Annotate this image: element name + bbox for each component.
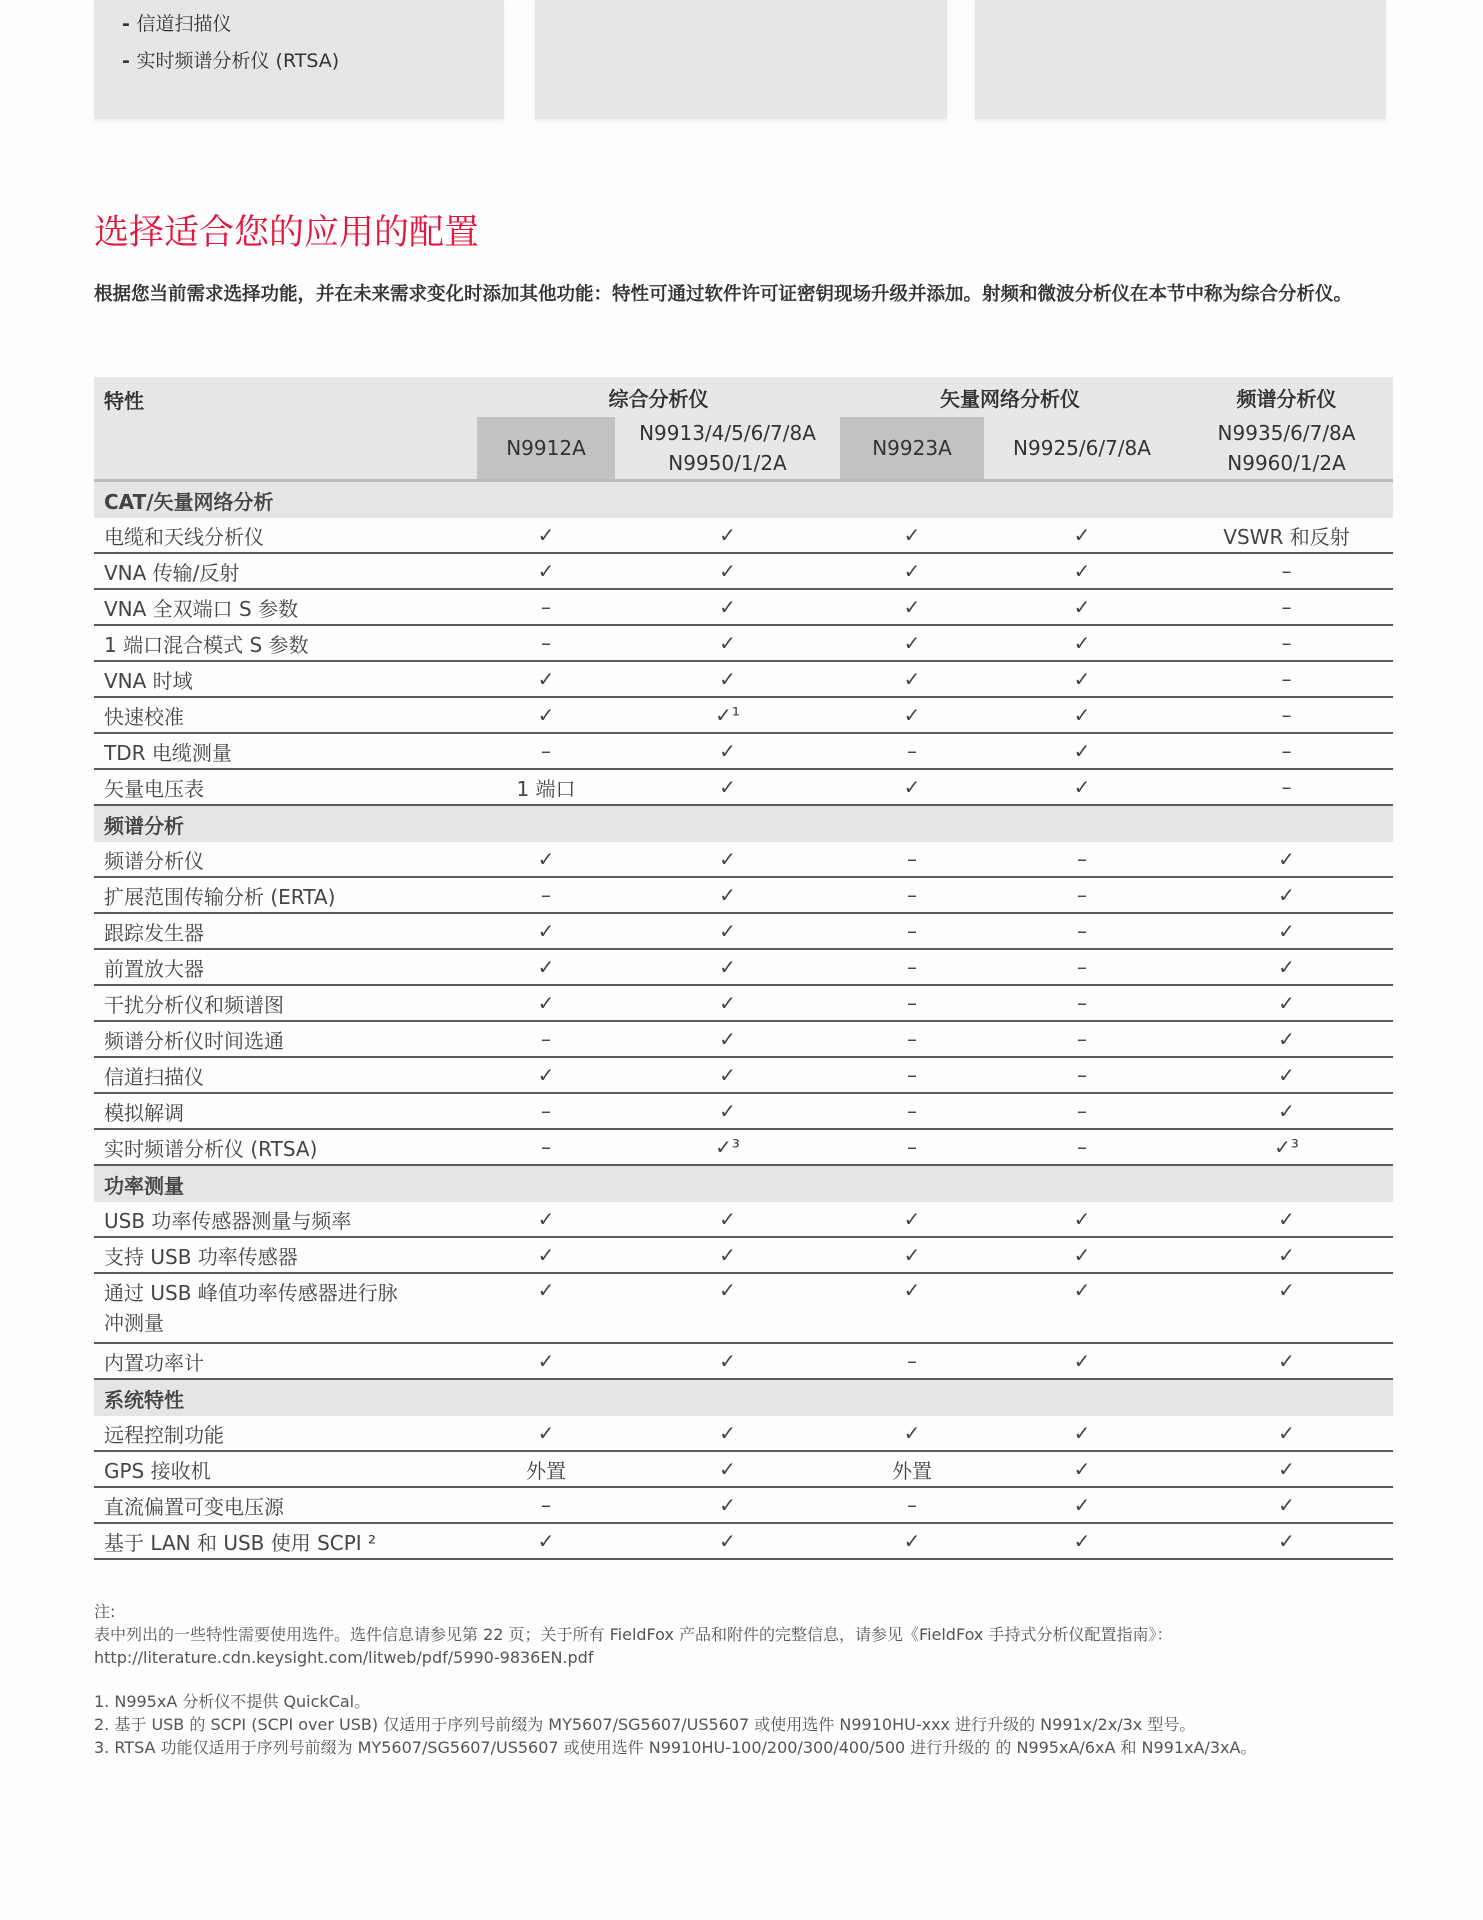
feature-name: 快速校准	[94, 697, 477, 733]
check-icon: ✓	[615, 842, 840, 877]
group-header-combination-analyzer: 综合分析仪	[477, 377, 840, 417]
check-icon: ✓	[615, 625, 840, 661]
check-icon: ✓	[615, 661, 840, 697]
table-row	[94, 697, 1393, 733]
notes-line: 表中列出的一些特性需要使用选件。选件信息请参见第 22 页；关于所有 FieldFox 产品和附件的完整信息，请参见《FieldFox 手持式分析仪配置指南》：	[94, 1625, 1173, 1644]
model-name: N9925/6/7/8A	[1013, 436, 1151, 460]
check-icon: ✓	[477, 1202, 615, 1237]
model-header	[840, 417, 984, 481]
table-row	[94, 842, 1393, 877]
check-icon: ✓	[477, 1237, 615, 1273]
feature-name: 直流偏置可变电压源	[94, 1487, 477, 1523]
dash-cell: –	[477, 1093, 615, 1129]
table-row	[94, 1451, 1393, 1487]
dash-cell: –	[1180, 769, 1393, 805]
check-icon: ✓	[1180, 1202, 1393, 1237]
feature-card-3	[975, 0, 1386, 119]
check-icon: ✓	[615, 1273, 840, 1343]
value-cell: 外置	[840, 1451, 984, 1487]
check-icon: ✓	[1180, 1487, 1393, 1523]
table-row	[94, 661, 1393, 697]
check-icon: ✓	[840, 589, 984, 625]
check-icon: ✓	[477, 661, 615, 697]
card-list-item: - 实时频谱分析仪 (RTSA)	[142, 43, 504, 80]
table-row	[94, 1237, 1393, 1273]
check-icon: ✓	[984, 697, 1180, 733]
check-icon: ✓	[615, 1343, 840, 1379]
dash-cell: –	[984, 985, 1180, 1021]
table-row	[94, 769, 1393, 805]
check-icon: ✓	[477, 1523, 615, 1559]
check-icon: ✓	[984, 589, 1180, 625]
notes-link[interactable]: http://literature.cdn.keysight.com/litweb/pdf/5990-9836EN.pdf	[94, 1648, 594, 1667]
dash-cell: –	[984, 913, 1180, 949]
check-icon: ✓	[984, 733, 1180, 769]
feature-name: 频谱分析仪时间选通	[94, 1021, 477, 1057]
check-icon: ✓	[840, 697, 984, 733]
check-icon: ✓	[615, 1523, 840, 1559]
table-row	[94, 1343, 1393, 1379]
check-icon: ✓	[1180, 1093, 1393, 1129]
feature-name: 1 端口混合模式 S 参数	[94, 625, 477, 661]
check-icon: ✓	[615, 985, 840, 1021]
section-name: CAT/矢量网络分析	[94, 481, 1393, 519]
check-icon: ✓	[984, 1487, 1180, 1523]
section-row	[94, 805, 1393, 842]
dash-cell: –	[840, 1021, 984, 1057]
check-icon: ✓	[1180, 913, 1393, 949]
section-name: 功率测量	[94, 1165, 1393, 1202]
check-icon: ✓	[984, 769, 1180, 805]
check-icon: ✓	[1180, 1021, 1393, 1057]
value-cell: VSWR 和反射	[1180, 518, 1393, 553]
check-icon: ✓	[984, 518, 1180, 553]
dash-cell: –	[984, 949, 1180, 985]
dash-cell: –	[984, 1057, 1180, 1093]
dash-cell: –	[984, 842, 1180, 877]
feature-name: 信道扫描仪	[94, 1057, 477, 1093]
dash-cell: –	[840, 1057, 984, 1093]
section-name: 频谱分析	[94, 805, 1393, 842]
dash-cell: –	[840, 1487, 984, 1523]
check-icon: ✓	[615, 949, 840, 985]
check-icon: ✓	[1180, 1451, 1393, 1487]
section-name: 系统特性	[94, 1379, 1393, 1416]
dash-cell: –	[477, 1487, 615, 1523]
check-icon: ✓	[615, 1416, 840, 1451]
table-row	[94, 553, 1393, 589]
check-icon: ✓	[1180, 1416, 1393, 1451]
table-row	[94, 1129, 1393, 1165]
feature-name: 实时频谱分析仪 (RTSA)	[94, 1129, 477, 1165]
check-icon: ✓	[477, 697, 615, 733]
check-icon: ✓	[477, 913, 615, 949]
check-icon: ✓	[984, 1273, 1180, 1343]
feature-name: VNA 全双端口 S 参数	[94, 589, 477, 625]
check-icon: ✓	[984, 553, 1180, 589]
check-icon: ✓	[984, 1451, 1180, 1487]
table-row	[94, 877, 1393, 913]
feature-card-1	[94, 0, 504, 119]
value-cell: 1 端口	[477, 769, 615, 805]
feature-card-2	[535, 0, 947, 119]
check-icon: ✓	[984, 1237, 1180, 1273]
feature-name: 矢量电压表	[94, 769, 477, 805]
feature-name: 内置功率计	[94, 1343, 477, 1379]
dash-cell: –	[1180, 625, 1393, 661]
table-row	[94, 1416, 1393, 1451]
check-icon: ✓	[477, 1416, 615, 1451]
check-icon: ✓	[984, 661, 1180, 697]
dash-cell: –	[840, 949, 984, 985]
card-list-item: - 信道扫描仪	[142, 6, 504, 43]
check-icon: ✓	[615, 1057, 840, 1093]
check-icon: ✓	[840, 553, 984, 589]
check-icon: ✓	[615, 913, 840, 949]
table-row	[94, 1487, 1393, 1523]
feature-name: GPS 接收机	[94, 1451, 477, 1487]
intro-paragraph: 根据您当前需求选择功能，并在未来需求变化时添加其他功能：特性可通过软件许可证密钥现场升级并添加。射频和微波分析仪在本节中称为综合分析仪。	[94, 284, 1353, 305]
model-name: N9912A	[506, 436, 586, 460]
check-icon: ✓	[477, 1057, 615, 1093]
dash-cell: –	[840, 877, 984, 913]
dash-cell: –	[1180, 661, 1393, 697]
check-icon: ✓	[615, 1202, 840, 1237]
dash-cell: –	[984, 1129, 1180, 1165]
check-icon: ✓¹	[615, 697, 840, 733]
table-row	[94, 1057, 1393, 1093]
model-name: N9923A	[872, 436, 952, 460]
feature-name: 模拟解调	[94, 1093, 477, 1129]
check-icon: ✓	[1180, 1273, 1393, 1343]
table-row	[94, 1202, 1393, 1237]
dash-cell: –	[984, 1021, 1180, 1057]
check-icon: ✓	[840, 1237, 984, 1273]
check-icon: ✓	[615, 589, 840, 625]
feature-name: 通过 USB 峰值功率传感器进行脉冲测量	[94, 1273, 477, 1343]
dash-cell: –	[840, 1343, 984, 1379]
check-icon: ✓	[615, 877, 840, 913]
table-row	[94, 1093, 1393, 1129]
dash-cell: –	[477, 589, 615, 625]
dash-cell: –	[1180, 733, 1393, 769]
group-header-spectrum-analyzer: 频谱分析仪	[1180, 377, 1393, 417]
model-header	[984, 417, 1180, 481]
notes	[94, 1600, 1256, 1759]
model-name: N9935/6/7/8A	[1217, 421, 1356, 445]
check-icon: ✓	[840, 1273, 984, 1343]
table-row	[94, 1273, 1393, 1343]
check-icon: ✓	[477, 1273, 615, 1343]
feature-name: 跟踪发生器	[94, 913, 477, 949]
dash-cell: –	[840, 1129, 984, 1165]
check-icon: ✓	[615, 1021, 840, 1057]
check-icon: ✓	[615, 1451, 840, 1487]
dash-cell: –	[1180, 589, 1393, 625]
section-title: 选择适合您的应用的配置	[94, 213, 480, 253]
dash-cell: –	[477, 625, 615, 661]
check-icon: ✓	[615, 1487, 840, 1523]
table-row	[94, 1021, 1393, 1057]
check-icon: ✓	[615, 1237, 840, 1273]
check-icon: ✓	[984, 1416, 1180, 1451]
model-name: N9950/1/2A	[668, 451, 787, 475]
check-icon: ✓	[1180, 985, 1393, 1021]
section-row	[94, 1165, 1393, 1202]
dash-cell: –	[840, 842, 984, 877]
check-icon: ✓	[1180, 1237, 1393, 1273]
check-icon: ✓	[1180, 949, 1393, 985]
check-icon: ✓	[1180, 1523, 1393, 1559]
check-icon: ✓	[477, 949, 615, 985]
dash-cell: –	[840, 985, 984, 1021]
table-row	[94, 733, 1393, 769]
dash-cell: –	[984, 877, 1180, 913]
check-icon: ✓	[840, 1523, 984, 1559]
check-icon: ✓	[984, 625, 1180, 661]
notes-label: 注:	[94, 1602, 116, 1621]
dash-cell: –	[840, 913, 984, 949]
feature-column-header: 特性	[94, 377, 477, 481]
footnote: 2. 基于 USB 的 SCPI (SCPI over USB) 仅适用于序列号前缀为 MY5607/SG5607/US5607 或使用选件 N9910HU-xxx 进行升级的 N991x/2x/3x 型号。	[94, 1715, 1196, 1734]
table-row	[94, 985, 1393, 1021]
check-icon: ✓	[1180, 1057, 1393, 1093]
check-icon: ✓	[615, 733, 840, 769]
check-icon: ✓	[840, 661, 984, 697]
section-row	[94, 481, 1393, 519]
dash-cell: –	[1180, 697, 1393, 733]
footnote: 3. RTSA 功能仅适用于序列号前缀为 MY5607/SG5607/US5607 或使用选件 N9910HU-100/200/300/400/500 进行升级的 的 N995xA/6xA 和 N991xA/3xA。	[94, 1738, 1257, 1757]
model-name: N9960/1/2A	[1227, 451, 1346, 475]
dash-cell: –	[477, 733, 615, 769]
dash-cell: –	[477, 1129, 615, 1165]
check-icon: ✓³	[1180, 1129, 1393, 1165]
group-header-vna: 矢量网络分析仪	[840, 377, 1180, 417]
model-name: N9913/4/5/6/7/8A	[639, 421, 816, 445]
check-icon: ✓	[477, 1343, 615, 1379]
feature-name: 前置放大器	[94, 949, 477, 985]
feature-name: VNA 时域	[94, 661, 477, 697]
check-icon: ✓	[984, 1202, 1180, 1237]
feature-name: 电缆和天线分析仪	[94, 518, 477, 553]
check-icon: ✓	[840, 769, 984, 805]
check-icon: ✓	[615, 518, 840, 553]
feature-name: TDR 电缆测量	[94, 733, 477, 769]
section-row	[94, 1379, 1393, 1416]
value-cell: 外置	[477, 1451, 615, 1487]
check-icon: ✓	[615, 1093, 840, 1129]
feature-name: 支持 USB 功率传感器	[94, 1237, 477, 1273]
check-icon: ✓	[615, 769, 840, 805]
check-icon: ✓	[477, 842, 615, 877]
feature-name: VNA 传输/反射	[94, 553, 477, 589]
feature-name: 扩展范围传输分析 (ERTA)	[94, 877, 477, 913]
table-row	[94, 949, 1393, 985]
check-icon: ✓	[984, 1343, 1180, 1379]
check-icon: ✓	[1180, 877, 1393, 913]
model-header	[615, 417, 840, 481]
check-icon: ✓	[840, 518, 984, 553]
check-icon: ✓	[477, 518, 615, 553]
check-icon: ✓	[1180, 842, 1393, 877]
dash-cell: –	[1180, 553, 1393, 589]
table-row	[94, 913, 1393, 949]
check-icon: ✓³	[615, 1129, 840, 1165]
table-row	[94, 625, 1393, 661]
feature-name: 基于 LAN 和 USB 使用 SCPI ²	[94, 1523, 477, 1559]
table-row	[94, 518, 1393, 553]
dash-cell: –	[984, 1093, 1180, 1129]
feature-name: 远程控制功能	[94, 1416, 477, 1451]
feature-name: 频谱分析仪	[94, 842, 477, 877]
table-row	[94, 1523, 1393, 1559]
footnote: 1. N995xA 分析仪不提供 QuickCal。	[94, 1692, 371, 1711]
check-icon: ✓	[615, 553, 840, 589]
feature-name: 干扰分析仪和频谱图	[94, 985, 477, 1021]
table-row	[94, 589, 1393, 625]
dash-cell: –	[840, 1093, 984, 1129]
dash-cell: –	[477, 877, 615, 913]
check-icon: ✓	[477, 985, 615, 1021]
model-header	[1180, 417, 1393, 481]
check-icon: ✓	[477, 553, 615, 589]
configuration-table	[94, 377, 1393, 1560]
check-icon: ✓	[840, 1416, 984, 1451]
check-icon: ✓	[840, 625, 984, 661]
dash-cell: –	[840, 733, 984, 769]
feature-name: USB 功率传感器测量与频率	[94, 1202, 477, 1237]
model-header	[477, 417, 615, 481]
dash-cell: –	[477, 1021, 615, 1057]
check-icon: ✓	[840, 1202, 984, 1237]
check-icon: ✓	[984, 1523, 1180, 1559]
check-icon: ✓	[1180, 1343, 1393, 1379]
